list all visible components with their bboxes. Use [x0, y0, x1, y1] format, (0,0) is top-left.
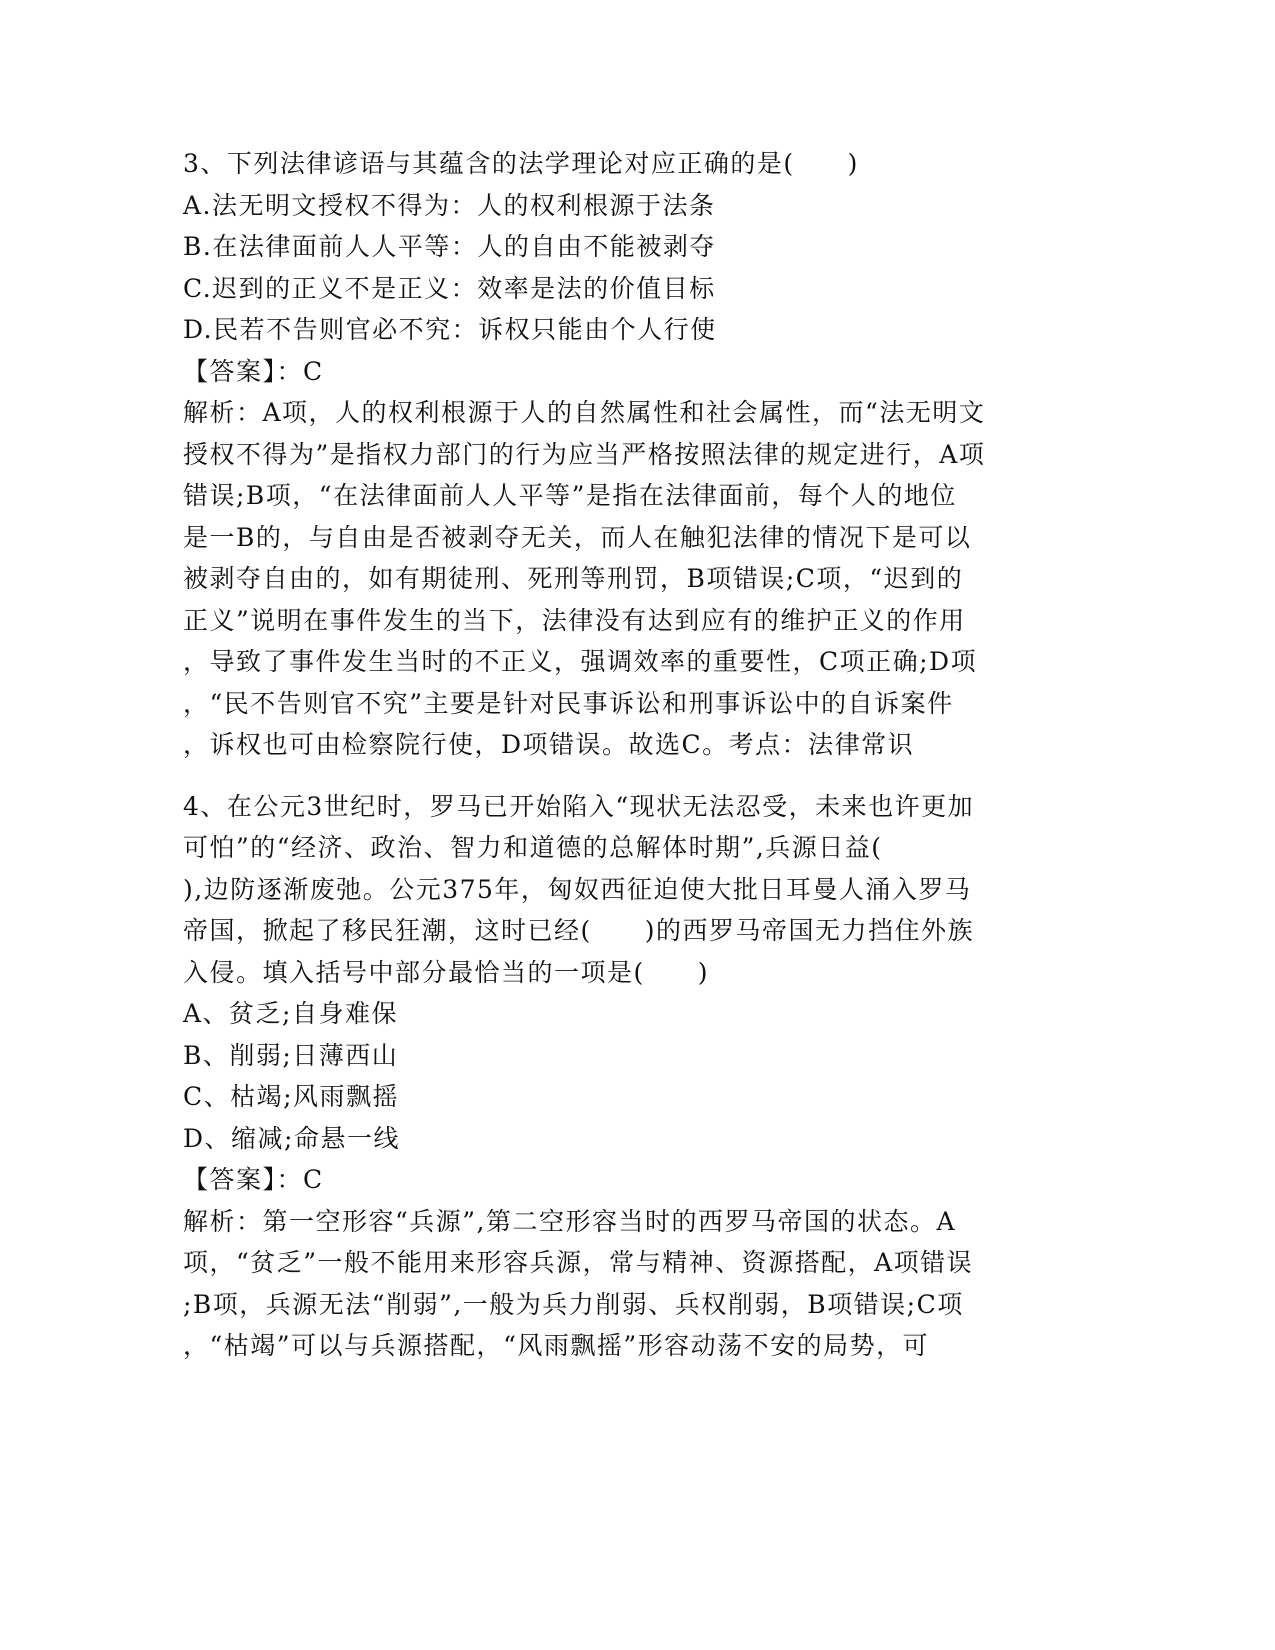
analysis-line: 解析：A项，人的权利根源于人的自然属性和社会属性，而“法无明文	[183, 398, 986, 427]
analysis-line: ;B项，兵源无法“削弱”,一般为兵力削弱、兵权削弱，B项错误;C项	[183, 1289, 964, 1319]
question-stem: 可怕”的“经济、政治、智力和道德的总解体时期”,兵源日益(	[183, 833, 883, 862]
analysis-line: 解析：第一空形容“兵源”,第二空形容当时的西罗马帝国的状态。A	[183, 1206, 957, 1236]
analysis-line: 正义”说明在事件发生的当下，法律没有达到应有的维护正义的作用	[183, 605, 966, 635]
analysis-line: ，诉权也可由检察院行使，D项错误。故选C。考点：法律常识	[183, 730, 915, 759]
option-b: B、削弱;日薄西山	[183, 1040, 399, 1070]
document-page	[183, 143, 1043, 1367]
option-d: D.民若不告则官必不究：诉权只能由个人行使	[183, 315, 717, 344]
question-stem: ),边防逐渐废弛。公元375年，匈奴西征迫使大批日耳曼人涌入罗马	[183, 874, 972, 904]
option-b: B.在法律面前人人平等：人的自由不能被剥夺	[183, 232, 716, 261]
question-3	[183, 143, 1043, 766]
analysis-line: 是一B的，与自由是否被剥夺无关，而人在触犯法律的情况下是可以	[183, 522, 972, 552]
answer-line: 【答案】：C	[183, 356, 324, 386]
option-c: C.迟到的正义不是正义：效率是法的价值目标	[183, 273, 716, 303]
option-a: A、贫乏;自身难保	[183, 999, 398, 1028]
question-4	[183, 786, 1043, 1367]
question-stem: 入侵。填入括号中部分最恰当的一项是( )	[183, 957, 710, 987]
analysis-line: ，“民不告则官不究”主要是针对民事诉讼和刑事诉讼中的自诉案件	[183, 688, 954, 718]
analysis-line: 错误;B项，“在法律面前人人平等”是指在法律面前，每个人的地位	[183, 481, 957, 510]
answer-line: 【答案】：C	[183, 1165, 324, 1194]
analysis-line: ，“枯竭”可以与兵源搭配，“风雨飘摇”形容动荡不安的局势，可	[183, 1331, 930, 1360]
question-stem: 帝国，掀起了移民狂潮，这时已经( )的西罗马帝国无力挡住外族	[183, 916, 975, 945]
option-a: A.法无明文授权不得为：人的权利根源于法条	[183, 190, 716, 220]
option-d: D、缩减;命悬一线	[183, 1123, 400, 1153]
analysis-line: ，导致了事件发生当时的不正义，强调效率的重要性，C项正确;D项	[183, 647, 978, 676]
section-spacer	[183, 766, 1043, 786]
analysis-line: 项，“贫乏”一般不能用来形容兵源，常与精神、资源搭配，A项错误	[183, 1248, 974, 1277]
question-stem: 4、在公元3世纪时，罗马已开始陷入“现状无法忍受，未来也许更加	[183, 791, 975, 821]
analysis-line: 被剥夺自由的，如有期徒刑、死刑等刑罚，B项错误;C项，“迟到的	[183, 564, 964, 593]
option-c: C、枯竭;风雨飘摇	[183, 1082, 400, 1111]
question-stem: 3、下列法律谚语与其蕴含的法学理论对应正确的是( )	[183, 149, 859, 178]
analysis-line: 授权不得为”是指权力部门的行为应当严格按照法律的规定进行，A项	[183, 439, 986, 469]
